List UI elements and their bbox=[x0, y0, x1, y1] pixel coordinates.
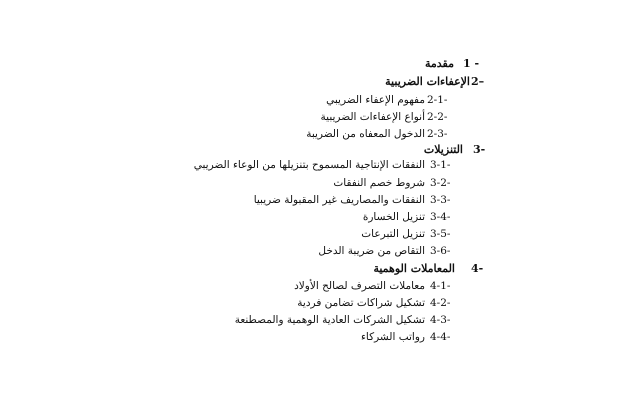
section-number: 3- bbox=[473, 143, 486, 156]
subsection-number: 3-2- bbox=[430, 177, 451, 189]
subsection-number: 4-3- bbox=[430, 314, 451, 326]
subsection-title: شروط خصم النفقات bbox=[333, 177, 425, 189]
subsection-title: رواتب الشركاء bbox=[360, 331, 425, 343]
subsection-number: 3-5- bbox=[430, 228, 451, 240]
subsection-number: 2-2- bbox=[427, 111, 448, 123]
subsection-title: تشكيل شراكات تضامن فردية bbox=[297, 297, 425, 309]
subsection-number: 4-1- bbox=[430, 280, 451, 292]
subsection-title: مفهوم الإعفاء الضريبي bbox=[326, 94, 425, 106]
subsection-title: النفقات والمصاريف غير المقبولة ضريبيا bbox=[253, 194, 425, 206]
subsection-title: تنزيل التبرعات bbox=[361, 228, 425, 240]
subsection-number: 3-6- bbox=[430, 245, 451, 257]
subsection-number: 3-1- bbox=[430, 159, 451, 171]
subsection-number: 4-4- bbox=[430, 331, 451, 343]
section-title: التنزيلات bbox=[423, 143, 463, 156]
subsection-title: الدخول المعفاه من الضريبة bbox=[306, 128, 425, 140]
section-title: مقدمة bbox=[424, 57, 454, 70]
subsection-title: النفقات الإنتاجية المسموح بتنزيلها من الوعاء الضريبي bbox=[193, 159, 425, 171]
subsection-number: 2-1- bbox=[427, 94, 448, 106]
subsection-title: تشكيل الشركات العادية الوهمية والمصطنعة bbox=[234, 314, 425, 326]
subsection-number: 4-2- bbox=[430, 297, 451, 309]
subsection-number: 2-3- bbox=[427, 128, 448, 140]
section-number: 2– bbox=[471, 75, 485, 88]
section-title: الإعفاءات الضريبية bbox=[385, 75, 470, 88]
subsection-number: 3-4- bbox=[430, 211, 451, 223]
cropped-text-fragment bbox=[390, 345, 465, 351]
subsection-title: معاملات التصرف لصالح الأولاد bbox=[294, 280, 425, 292]
subsection-number: 3-3- bbox=[430, 194, 451, 206]
subsection-title: أنواع الإعفاءات الضريبية bbox=[320, 111, 425, 123]
section-number: 4- bbox=[471, 262, 484, 275]
section-number: 1 - bbox=[463, 57, 480, 70]
section-title: المعاملات الوهمية bbox=[373, 262, 455, 275]
subsection-title: تنزيل الخسارة bbox=[362, 211, 425, 223]
subsection-title: التقاص من ضريبة الدخل bbox=[318, 245, 425, 257]
